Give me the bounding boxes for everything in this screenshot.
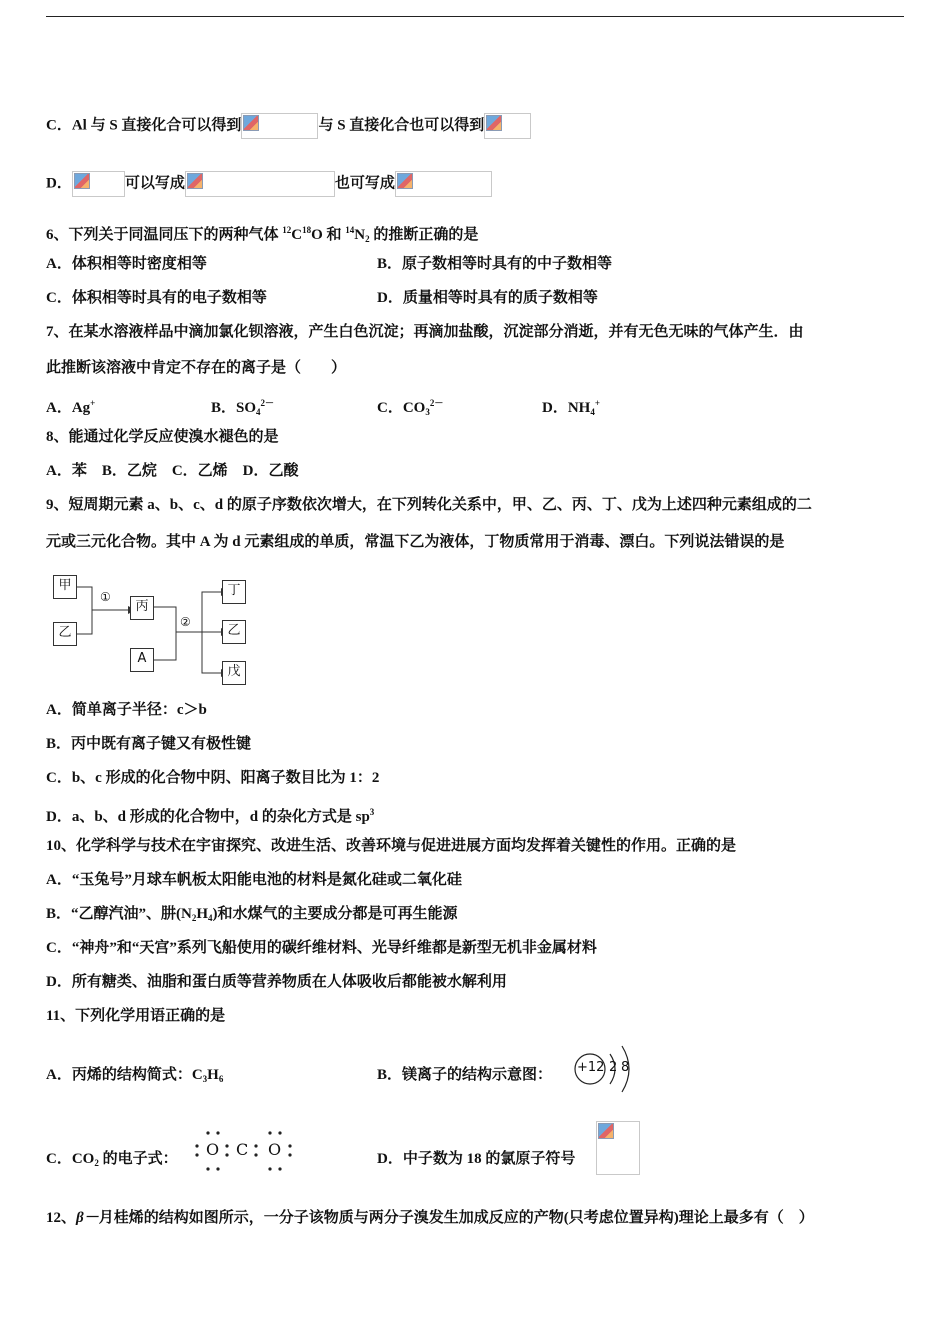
q7-stem-line2: 此推断该溶液中肯定不存在的离子是（ ）	[46, 360, 347, 376]
q7-stem-line1: 7、在某水溶液样品中滴加氯化钡溶液，产生白色沉淀；再滴加盐酸，沉淀部分消逝，并有无色无味的气体产生．由	[46, 324, 804, 340]
q10-option-d: D．所有糖类、油脂和蛋白质等营养物质在人体吸收后都能被水解利用	[46, 974, 507, 990]
broken-image-icon	[484, 113, 531, 139]
q10-option-a: A．“玉兔号”月球车帆板太阳能电池的材料是氮化硅或二氧化硅	[46, 872, 462, 888]
mg-nucleus-label: +12	[577, 1060, 605, 1075]
q6-option-a: A．体积相等时密度相等	[46, 256, 207, 272]
q5-option-d: D． 可以写成 也可写成	[46, 171, 492, 197]
q11-option-c: C．$CO_2$ 的电子式：	[46, 1151, 178, 1168]
q9-stem-line2: 元或三元化合物。其中 A 为 d 元素组成的单质，常温下乙为液体，丁物质常用于消毒、漂白。下列说法错误的是	[46, 534, 785, 550]
box-bing: 丙	[130, 596, 154, 620]
q7-option-c: C．$CO_3^{2-}$	[377, 398, 444, 417]
header-rule	[46, 16, 904, 17]
beta-symbol: β－	[76, 1210, 99, 1226]
q10-option-b: B．“乙醇汽油”、肼$(N_2H_4)$和水煤气的主要成分都是可再生能源	[46, 906, 458, 923]
q12-stem: 12、β－月桂烯的结构如图所示，一分子该物质与两分子溴发生加成反应的产物(只考虑位置异构)理论上最多有（ ）	[46, 1210, 814, 1226]
mg-shell1-count: 2	[609, 1060, 618, 1075]
broken-image-icon	[185, 171, 335, 197]
q11-option-d: D．中子数为 18 的氯原子符号	[377, 1151, 576, 1167]
q6-option-b: B．原子数相等时具有的中子数相等	[377, 256, 613, 272]
box-yi-product: 乙	[222, 620, 246, 644]
atom-c: C	[236, 1140, 249, 1159]
q9-option-d: D．a、b、d 形成的化合物中，d 的杂化方式是 $sp^3$	[46, 807, 375, 825]
magnesium-ion-diagram	[570, 1040, 640, 1102]
q8-options: A．苯 B．乙烷 C．乙烯 D．乙酸	[46, 463, 299, 479]
broken-image-icon	[395, 171, 492, 197]
q8-stem: 8、能通过化学反应使溴水褪色的是	[46, 429, 279, 445]
atom-o-left: O	[206, 1140, 220, 1159]
q9-option-b: B．丙中既有离子键又有极性键	[46, 736, 252, 752]
step2-label: ②	[180, 615, 191, 629]
q7-option-d: D．$NH_4^+$	[542, 398, 600, 417]
mg-shell2-count: 8	[621, 1060, 630, 1075]
broken-image-icon	[72, 171, 125, 197]
box-ding: 丁	[222, 580, 246, 604]
step1-label: ①	[100, 590, 111, 604]
broken-image-icon	[596, 1121, 640, 1175]
q7-option-a: A．Ag+	[46, 398, 96, 416]
q6-option-d: D．质量相等时具有的质子数相等	[377, 290, 598, 306]
q9-option-a: A．简单离子半径：c＞b	[46, 702, 207, 718]
q9-option-c: C．b、c 形成的化合物中阴、阳离子数目比为 1：2	[46, 770, 380, 786]
q6-option-c: C．体积相等时具有的电子数相等	[46, 290, 267, 306]
q5-option-c: C．Al 与 S 直接化合可以得到 与 S 直接化合也可以得到	[46, 113, 531, 139]
box-jia: 甲	[53, 575, 77, 599]
q7-option-b: B．$SO_4^{2-}$	[211, 398, 275, 417]
box-a: A	[130, 648, 154, 672]
atom-o-right: O	[268, 1140, 282, 1159]
box-wu: 戊	[222, 661, 246, 685]
q11-option-a: A．丙烯的结构简式：$C_3H_6$	[46, 1067, 224, 1084]
q11-option-b: B．镁离子的结构示意图：	[377, 1067, 553, 1083]
q9-transformation-diagram	[50, 570, 255, 688]
co2-electron-formula	[193, 1128, 295, 1174]
broken-image-icon	[241, 113, 318, 139]
q6-stem: 6、下列关于同温同压下的两种气体 $^{12}C^{18}O$ 和 $^{14}N_2$ 的推断正确的是	[46, 225, 479, 244]
q10-option-c: C．“神舟”和“天宫”系列飞船使用的碳纤维材料、光导纤维都是新型无机非金属材料	[46, 940, 597, 956]
box-yi: 乙	[53, 622, 77, 646]
q11-stem: 11、下列化学用语正确的是	[46, 1008, 226, 1024]
q9-stem-line1: 9、短周期元素 a、b、c、d 的原子序数依次增大，在下列转化关系中，甲、乙、丙、丁、戊为上述四种元素组成的二	[46, 497, 812, 513]
q10-stem: 10、化学科学与技术在宇宙探究、改进生活、改善环境与促进进展方面均发挥着关键性的作用。正确的是	[46, 838, 737, 854]
